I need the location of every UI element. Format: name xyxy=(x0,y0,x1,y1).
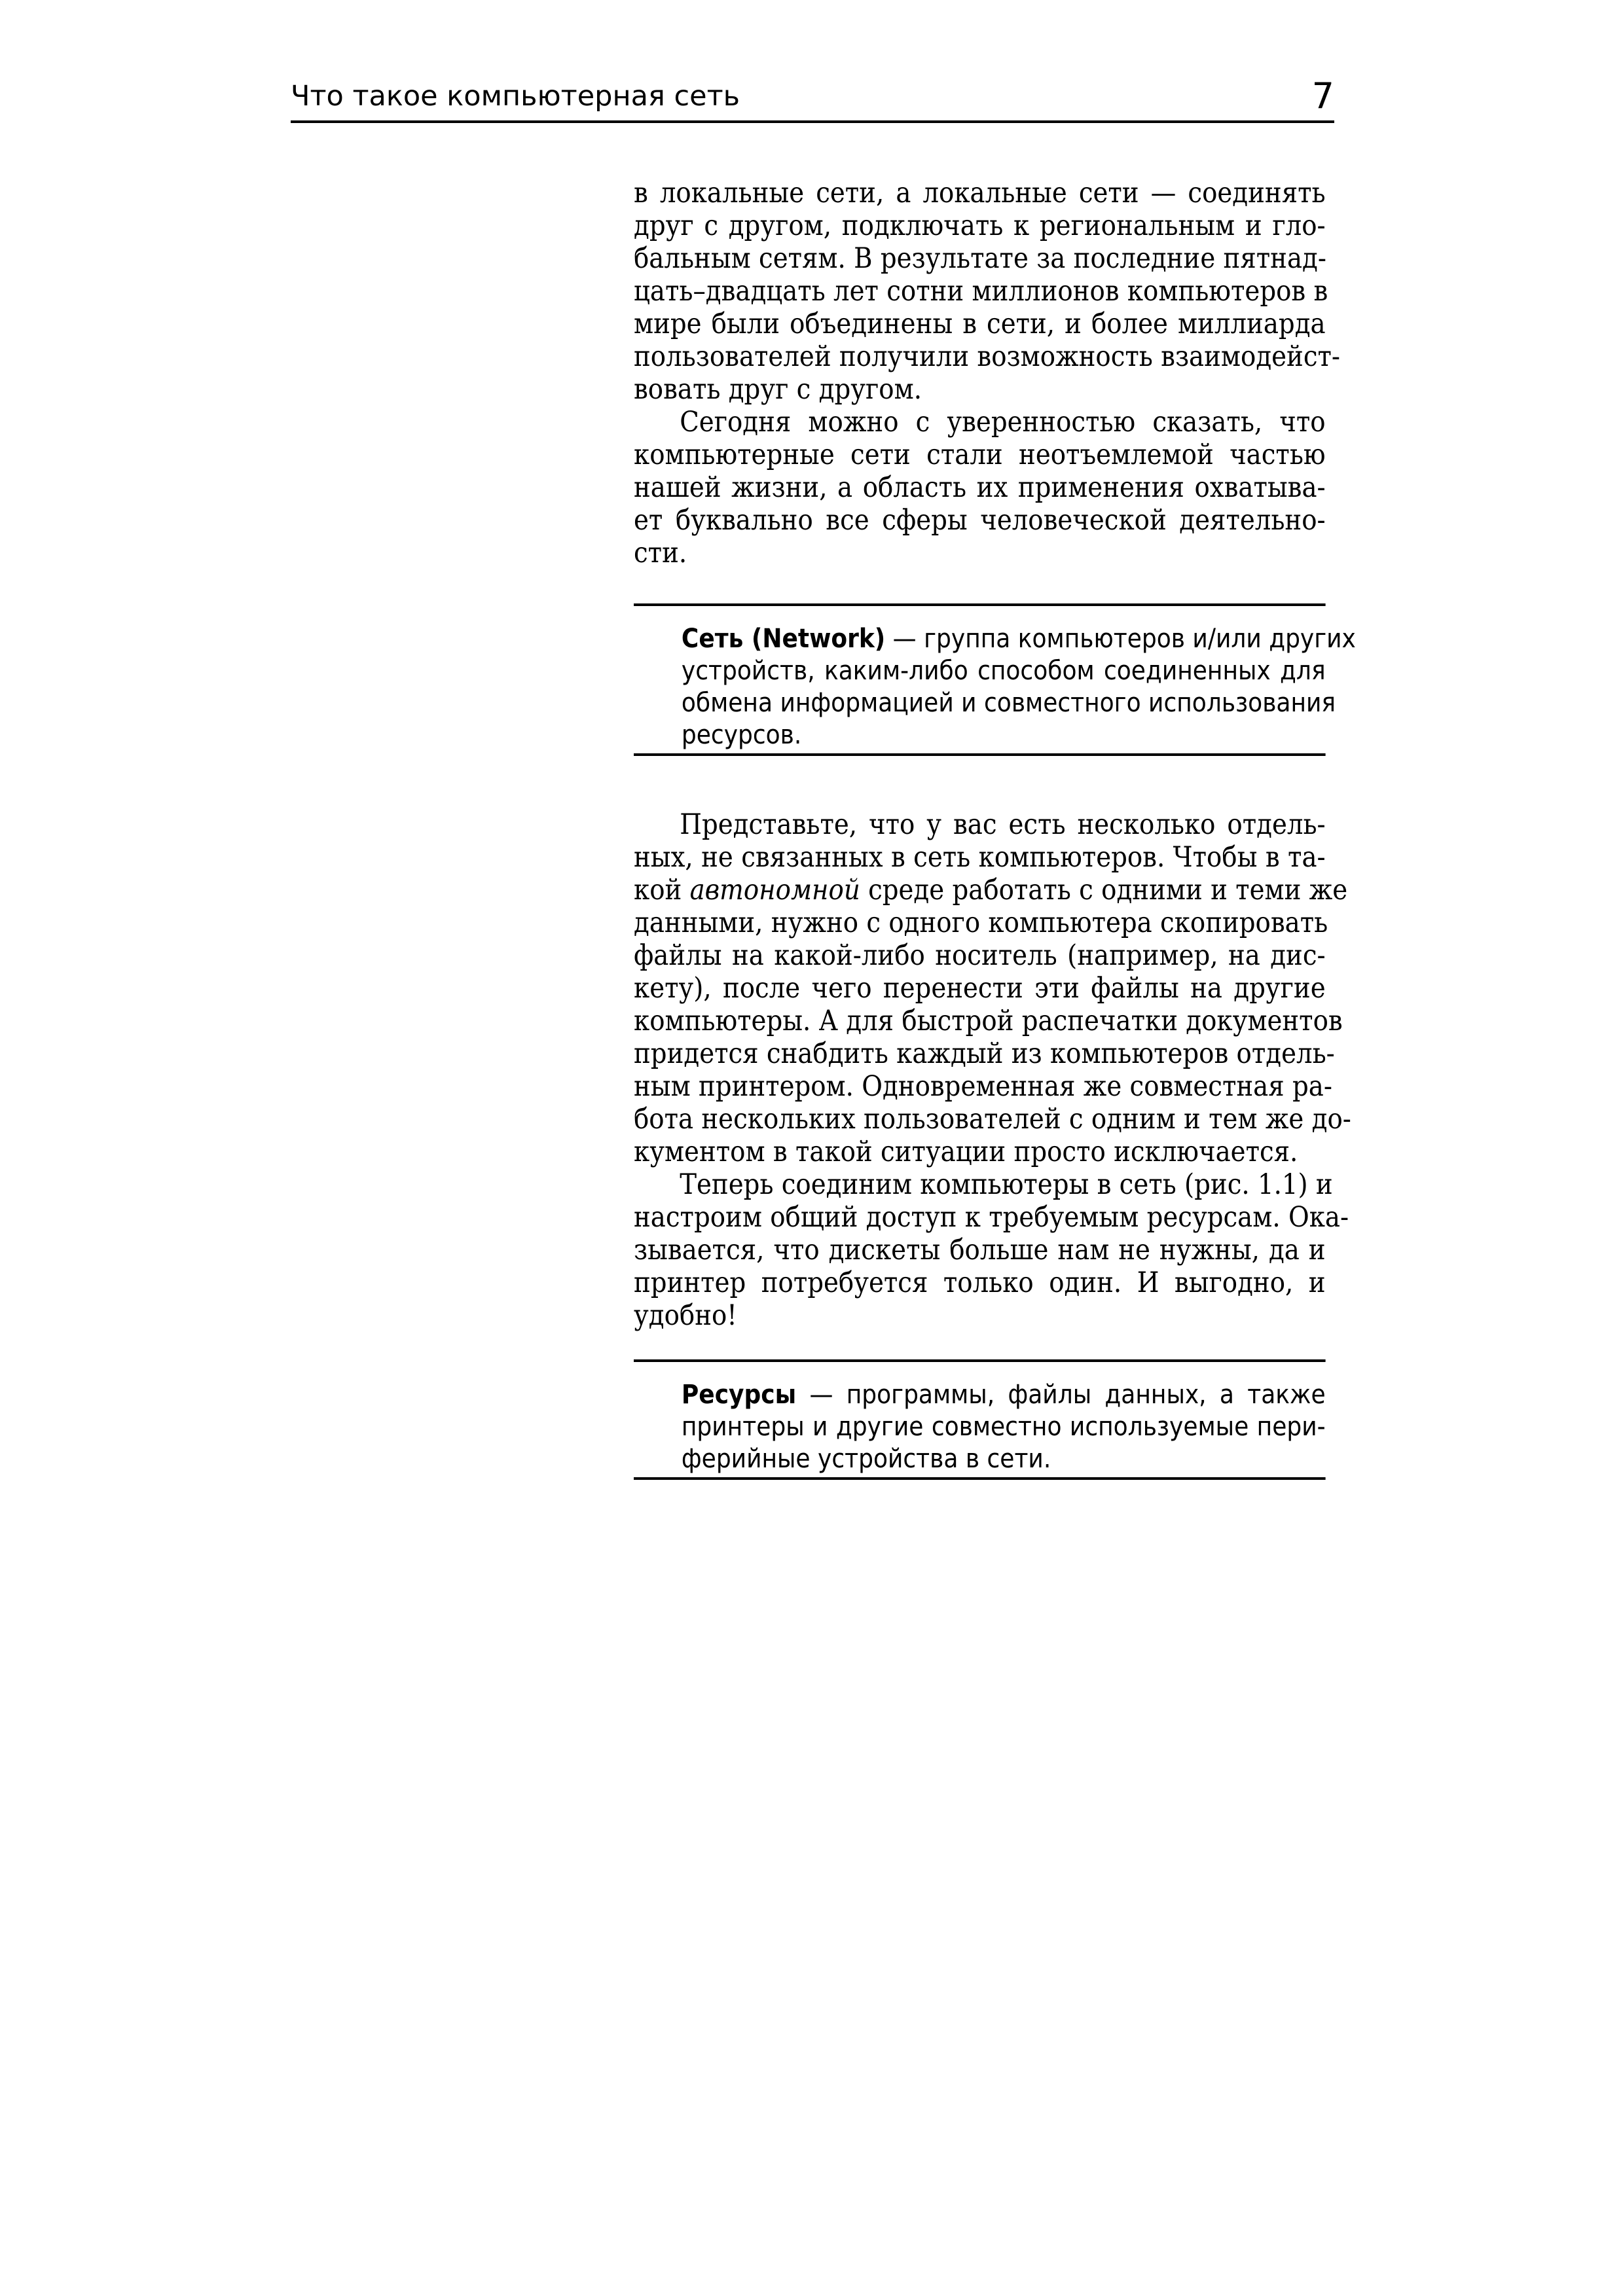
text-line: удобно! xyxy=(634,1299,737,1332)
text-line: Представьте, что у вас есть несколько отдель- xyxy=(680,808,1326,841)
body-paragraph xyxy=(634,406,1326,569)
text-line: файлы на какой-либо носитель (например, на дис- xyxy=(634,939,1326,972)
text-line: ет буквально все сферы человеческой деятельно- xyxy=(634,504,1326,537)
body-paragraph xyxy=(634,808,1351,1168)
text-line: Сегодня можно с уверенностью сказать, что xyxy=(680,406,1326,439)
text-line: мире были объединены в сети, и более миллиарда xyxy=(634,308,1326,340)
text-line: ферийные устройства в сети. xyxy=(681,1444,1051,1474)
text-line: зывается, что дискеты больше нам не нужны, да и xyxy=(634,1234,1326,1266)
text-line: ных, не связанных в сеть компьютеров. Чтобы в та- xyxy=(634,841,1326,874)
definition-text xyxy=(682,1379,1326,1475)
running-header xyxy=(291,77,1334,115)
text-line: данными, нужно с одного компьютера скопировать xyxy=(634,906,1328,939)
text-line: бальным сетям. В результате за последние пятнад- xyxy=(634,242,1326,275)
text-line: цать–двадцать лет сотни миллионов компьютеров в xyxy=(634,275,1328,308)
body-paragraph xyxy=(634,1168,1349,1332)
text-line: ным принтером. Одновременная же совместная ра- xyxy=(634,1070,1332,1103)
text-line: в локальные сети, а локальные сети — соединять xyxy=(634,177,1326,209)
text-line: нашей жизни, а область их применения охватыва- xyxy=(634,471,1326,504)
text-line: компьютеры. А для быстрой распечатки документов xyxy=(634,1005,1343,1037)
text-line: обмена информацией и совместного использования xyxy=(681,688,1336,718)
text-line: пользователей получили возможность взаимодейст- xyxy=(634,340,1341,373)
page-number: 7 xyxy=(1311,75,1334,117)
text-line: компьютерные сети стали неотъемлемой частью xyxy=(634,439,1326,471)
definition-box xyxy=(634,1359,1326,1480)
definition-term: Ресурсы xyxy=(681,1380,797,1410)
text-line: настроим общий доступ к требуемым ресурсам. Ока- xyxy=(634,1201,1349,1234)
text-line: кету), после чего перенести эти файлы на другие xyxy=(634,972,1326,1005)
text-line: устройств, каким-либо способом соединенных для xyxy=(681,656,1326,686)
text-line: принтер потребуется только один. И выгодно, и xyxy=(634,1266,1326,1299)
definition-text xyxy=(681,623,1356,751)
text-line: друг с другом, подключать к региональным и гло- xyxy=(634,209,1326,242)
text-line: Теперь соединим компьютеры в сеть (рис. 1.1) и xyxy=(680,1168,1333,1201)
text-line: принтеры и другие совместно используемые пери- xyxy=(681,1412,1326,1442)
text-line: вовать друг с другом. xyxy=(634,373,922,406)
text-column xyxy=(634,177,1356,1480)
text-line: кументом в такой ситуации просто исключается. xyxy=(634,1136,1298,1168)
text-line: Ресурсы — программы, файлы данных, а также xyxy=(681,1380,1326,1410)
text-line: кой автономной среде работать с одними и теми же xyxy=(634,874,1348,906)
body-paragraph xyxy=(634,177,1341,406)
definition-term: Сеть (Network) xyxy=(681,624,886,654)
text-line: сти. xyxy=(634,537,687,569)
header-rule xyxy=(291,120,1334,123)
text-line: бота нескольких пользователей с одним и тем же до- xyxy=(634,1103,1351,1136)
text-line: Сеть (Network) — группа компьютеров и/или других xyxy=(681,624,1356,654)
text-line: ресурсов. xyxy=(681,720,802,750)
italic-term: автономной xyxy=(689,874,860,906)
text-line: придется снабдить каждый из компьютеров отдель- xyxy=(634,1037,1335,1070)
definition-box xyxy=(634,603,1356,756)
chapter-title: Что такое компьютерная сеть xyxy=(291,80,740,113)
